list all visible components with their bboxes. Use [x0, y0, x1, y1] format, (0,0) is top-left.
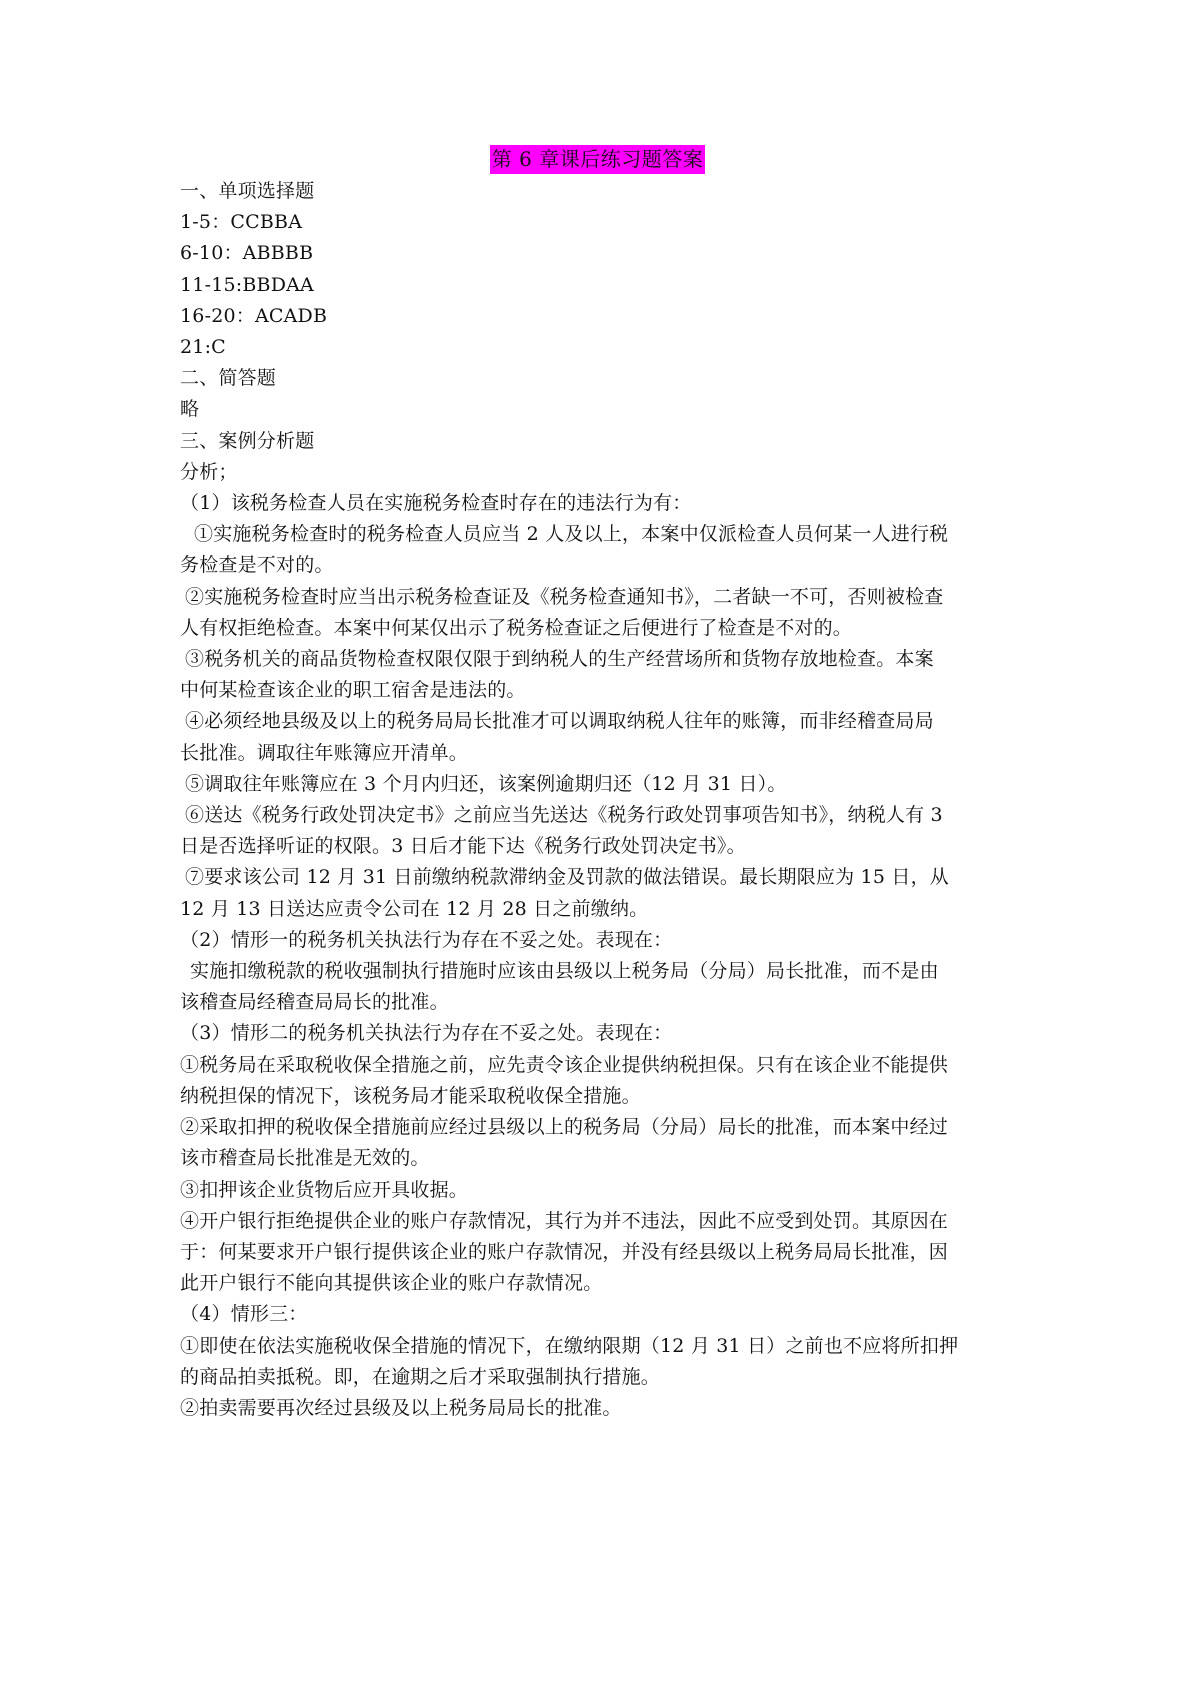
paragraph-line: ④开户银行拒绝提供企业的账户存款情况，其行为并不违法，因此不应受到处罚。其原因在 [180, 1209, 949, 1232]
paragraph-line: 的商品拍卖抵税。即，在逾期之后才采取强制执行措施。 [180, 1365, 661, 1388]
paragraph-line: 此开户银行不能向其提供该企业的账户存款情况。 [180, 1272, 603, 1295]
paragraph-line: 于：何某要求开户银行提供该企业的账户存款情况，并没有经县级以上税务局局长批准，因 [180, 1240, 949, 1263]
paragraph-line: ①税务局在采取税收保全措施之前，应先责令该企业提供纳税担保。只有在该企业不能提供 [180, 1053, 949, 1076]
paragraph-line: （2）情形一的税务机关执法行为存在不妥之处。表现在： [180, 928, 673, 951]
answer-line: 11-15:BBDAA [180, 273, 314, 296]
paragraph-line: 长批准。调取往年账簿应开清单。 [180, 741, 469, 764]
answer-line: 21:C [180, 336, 226, 359]
paragraph-line: 人有权拒绝检查。本案中何某仅出示了税务检查证之后便进行了检查是不对的。 [180, 616, 853, 639]
paragraph-line: ①即使在依法实施税收保全措施的情况下，在缴纳限期（12 月 31 日）之前也不应将所扣押 [180, 1334, 959, 1357]
paragraph-line: ②实施税务检查时应当出示税务检查证及《税务检查通知书》，二者缺一不可，否则被检查 [185, 585, 944, 608]
paragraph-line: （1）该税务检查人员在实施税务检查时存在的违法行为有： [180, 492, 692, 515]
answer-line: 16-20：ACADB [180, 304, 328, 327]
paragraph-line: 12 月 13 日送达应责令公司在 12 月 28 日之前缴纳。 [180, 897, 649, 920]
document-page [180, 145, 1015, 1424]
paragraph-line: ②拍卖需要再次经过县级及以上税务局局长的批准。 [180, 1396, 622, 1419]
paragraph-line: ⑥送达《税务行政处罚决定书》之前应当先送达《税务行政处罚事项告知书》，纳税人有 3 [185, 804, 943, 827]
section-heading-case-analysis: 三、案例分析题 [180, 429, 315, 452]
answer-line: 1-5：CCBBA [180, 211, 303, 234]
paragraph-line: 分析； [180, 460, 238, 483]
paragraph-line: ①实施税务检查时的税务检查人员应当 2 人及以上，本案中仅派检查人员何某一人进行税 [194, 523, 949, 546]
paragraph-line: 实施扣缴税款的税收强制执行措施时应该由县级以上税务局（分局）局长批准，而不是由 [190, 960, 939, 983]
paragraph-line: ⑦要求该公司 12 月 31 日前缴纳税款滞纳金及罚款的做法错误。最长期限应为 15 日，从 [185, 866, 949, 889]
section-heading-short-answer: 二、简答题 [180, 367, 277, 390]
paragraph-line: 该稽查局经稽查局局长的批准。 [180, 991, 449, 1014]
title-container [180, 145, 1015, 176]
paragraph-line: ③扣押该企业货物后应开具收据。 [180, 1178, 469, 1201]
paragraph-line: ④必须经地县级及以上的税务局局长批准才可以调取纳税人往年的账簿，而非经稽查局局 [185, 710, 934, 733]
paragraph-line: （3）情形二的税务机关执法行为存在不妥之处。表现在： [180, 1022, 673, 1045]
paragraph-line: ⑤调取往年账簿应在 3 个月内归还，该案例逾期归还（12 月 31 日）。 [185, 772, 787, 795]
paragraph-line: 纳税担保的情况下，该税务局才能采取税收保全措施。 [180, 1084, 641, 1107]
answer-line: 略 [180, 398, 200, 421]
paragraph-line: 该市稽查局长批准是无效的。 [180, 1147, 430, 1170]
document-title: 第 6 章课后练习题答案 [490, 145, 705, 174]
answer-line: 6-10：ABBBB [180, 242, 314, 265]
paragraph-line: 务检查是不对的。 [180, 554, 334, 577]
paragraph-line: 日是否选择听证的权限。3 日后才能下达《税务行政处罚决定书》。 [180, 835, 746, 858]
section-heading-single-choice: 一、单项选择题 [180, 180, 315, 202]
paragraph-line: ③税务机关的商品货物检查权限仅限于到纳税人的生产经营场所和货物存放地检查。本案 [185, 648, 934, 671]
paragraph-line: ②采取扣押的税收保全措施前应经过县级以上的税务局（分局）局长的批准，而本案中经过 [180, 1116, 949, 1139]
paragraph-line: 中何某检查该企业的职工宿舍是违法的。 [180, 679, 526, 702]
paragraph-line: （4）情形三： [180, 1303, 308, 1326]
